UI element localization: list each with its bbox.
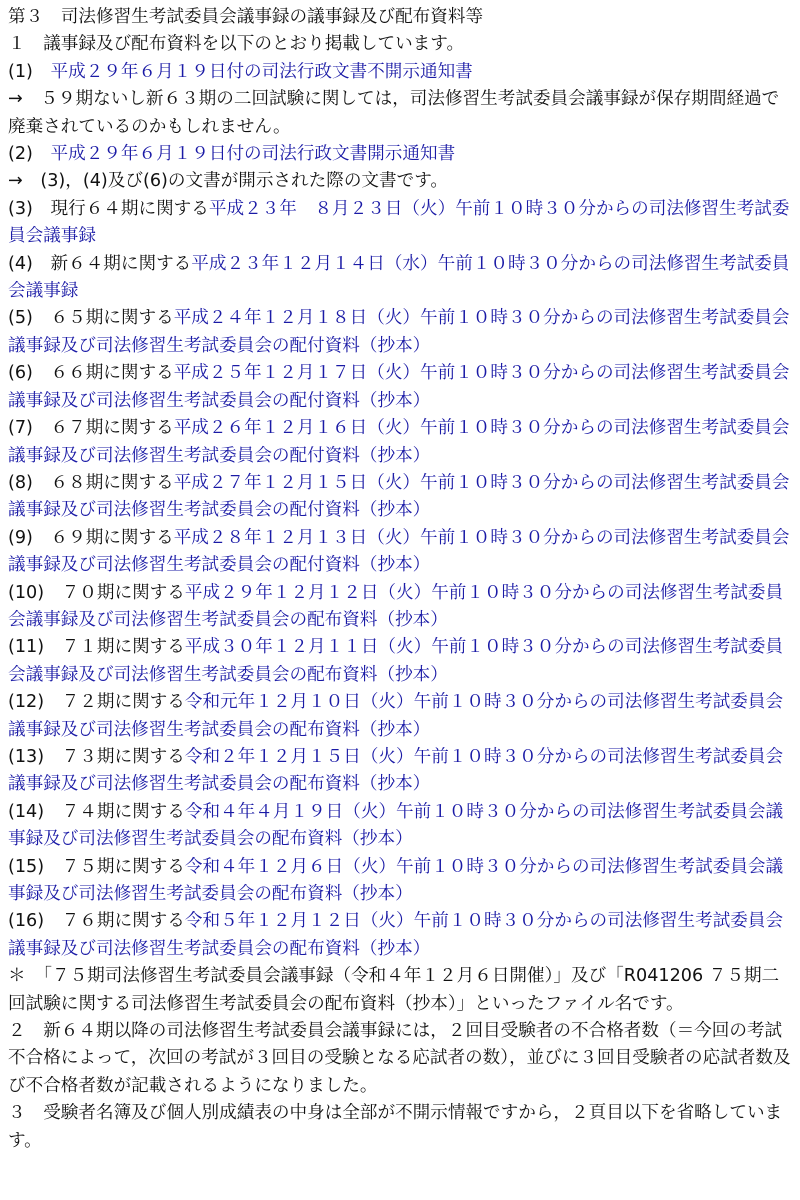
entry-item [8,744,792,799]
entry-prefix: (6) ６６期に関する [8,363,174,384]
item2-paragraph: ２ 新６４期以降の司法修習生考試委員会議事録には，２回目受験者の不合格者数（＝今回の考試不合格によって，次回の考試が３回目の受験となる応試者の数），並びに３回目受験者の応試者数及び不合格者数が記載されるようになりました。 [8,1021,791,1096]
entry-item [8,415,792,470]
entry-item [8,580,792,635]
entry-item [8,251,792,306]
entry-item [8,525,792,580]
entry-document-link[interactable]: 令和２年１２月１５日（火）午前１０時３０分からの司法修習生考試委員会議事録及び司法修習生考試委員会の配布資料（抄本） [8,746,784,795]
entry-item [8,305,792,360]
entry-prefix: (9) ６９期に関する [8,527,174,548]
entry-item [8,141,792,168]
entry-prefix: (3) 現行６４期に関する [8,198,209,219]
entry-prefix: → (3)，(4)及び(6)の文書が開示された際の文書です。 [8,171,448,192]
entry-prefix: (7) ６７期に関する [8,418,174,439]
entry-item [8,908,792,963]
filename-note: ＊ 「７５期司法修習生考試委員会議事録（令和４年１２月６日開催）」及び「R041206 ７５期二回試験に関する司法修習生考試委員会の配布資料（抄本）」といったファイル名です。 [8,966,780,1014]
entry-document-link[interactable]: 平成２３年 ８月２３日（火）午前１０時３０分からの司法修習生考試委員会議事録 [8,198,790,247]
entry-document-link[interactable]: 平成２５年１２月１７日（火）午前１０時３０分からの司法修習生考試委員会議事録及び司法修習生考試委員会の配付資料（抄本） [8,363,790,411]
entry-item [8,634,792,689]
entry-item [8,86,792,141]
entry-document-link[interactable]: 平成２４年１２月１８日（火）午前１０時３０分からの司法修習生考試委員会議事録及び司法修習生考試委員会の配付資料（抄本） [8,308,790,356]
entry-item [8,854,792,909]
entry-document-link[interactable]: 平成２９年１２月１２日（火）午前１０時３０分からの司法修習生考試委員会議事録及び司法修習生考試委員会の配布資料（抄本） [8,582,784,630]
entry-document-link[interactable]: 平成２９年６月１９日付の司法行政文書開示通知書 [50,144,456,165]
entry-item [8,59,792,86]
entry-prefix: (16) ７６期に関する [8,911,185,932]
entry-document-link[interactable]: 平成２８年１２月１３日（火）午前１０時３０分からの司法修習生考試委員会議事録及び司法修習生考試委員会の配付資料（抄本） [8,527,790,576]
entry-document-link[interactable]: 平成２９年６月１９日付の司法行政文書不開示通知書 [50,61,473,82]
entry-prefix: (2) [8,144,51,165]
entry-prefix: (11) ７１期に関する [8,637,185,658]
entry-prefix: (10) ７０期に関する [8,582,185,603]
item1-intro: １ 議事録及び配布資料を以下のとおり掲載しています。 [8,34,465,55]
entry-prefix: → ５９期ないし新６３期の二回試験に関しては，司法修習生考試委員会議事録が保存期間経過で廃棄されているのかもしれません。 [8,89,780,137]
entry-prefix: (4) 新６４期に関する [8,253,192,274]
entry-document-link[interactable]: 平成３０年１２月１１日（火）午前１０時３０分からの司法修習生考試委員会議事録及び司法修習生考試委員会の配布資料（抄本） [8,637,784,685]
entry-prefix: (1) [8,61,51,82]
entry-item [8,799,792,854]
entry-item [8,168,792,195]
entry-item [8,196,792,251]
entry-document-link[interactable]: 令和４年４月１９日（火）午前１０時３０分からの司法修習生考試委員会議事録及び司法修習生考試委員会の配布資料（抄本） [8,801,784,850]
entry-document-link[interactable]: 令和元年１２月１０日（火）午前１０時３０分からの司法修習生考試委員会議事録及び司法修習生考試委員会の配布資料（抄本） [8,692,784,740]
entry-document-link[interactable]: 平成２６年１２月１６日（火）午前１０時３０分からの司法修習生考試委員会議事録及び司法修習生考試委員会の配付資料（抄本） [8,418,790,466]
entry-document-link[interactable]: 令和４年１２月６日（火）午前１０時３０分からの司法修習生考試委員会議事録及び司法修習生考試委員会の配布資料（抄本） [8,856,784,904]
entry-prefix: (15) ７５期に関する [8,856,185,877]
entry-prefix: (8) ６８期に関する [8,472,174,493]
entry-prefix: (12) ７２期に関する [8,692,185,713]
entry-document-link[interactable]: 平成２３年１２月１４日（水）午前１０時３０分からの司法修習生考試委員会議事録 [8,253,790,302]
entries-list [8,59,792,963]
entry-item [8,360,792,415]
entry-document-link[interactable]: 令和５年１２月１２日（火）午前１０時３０分からの司法修習生考試委員会議事録及び司法修習生考試委員会の配布資料（抄本） [8,911,784,959]
section-heading: 第３ 司法修習生考試委員会議事録の議事録及び配布資料等 [8,7,484,27]
entry-item [8,470,792,525]
entry-item [8,689,792,744]
item3-paragraph: ３ 受験者名簿及び個人別成績表の中身は全部が不開示情報ですから，２頁目以下を省略しています。 [8,1103,783,1151]
entry-prefix: (13) ７３期に関する [8,746,185,767]
entry-document-link[interactable]: 平成２７年１２月１５日（火）午前１０時３０分からの司法修習生考試委員会議事録及び司法修習生考試委員会の配付資料（抄本） [8,472,790,521]
entry-prefix: (5) ６５期に関する [8,308,174,329]
entry-prefix: (14) ７４期に関する [8,801,185,822]
